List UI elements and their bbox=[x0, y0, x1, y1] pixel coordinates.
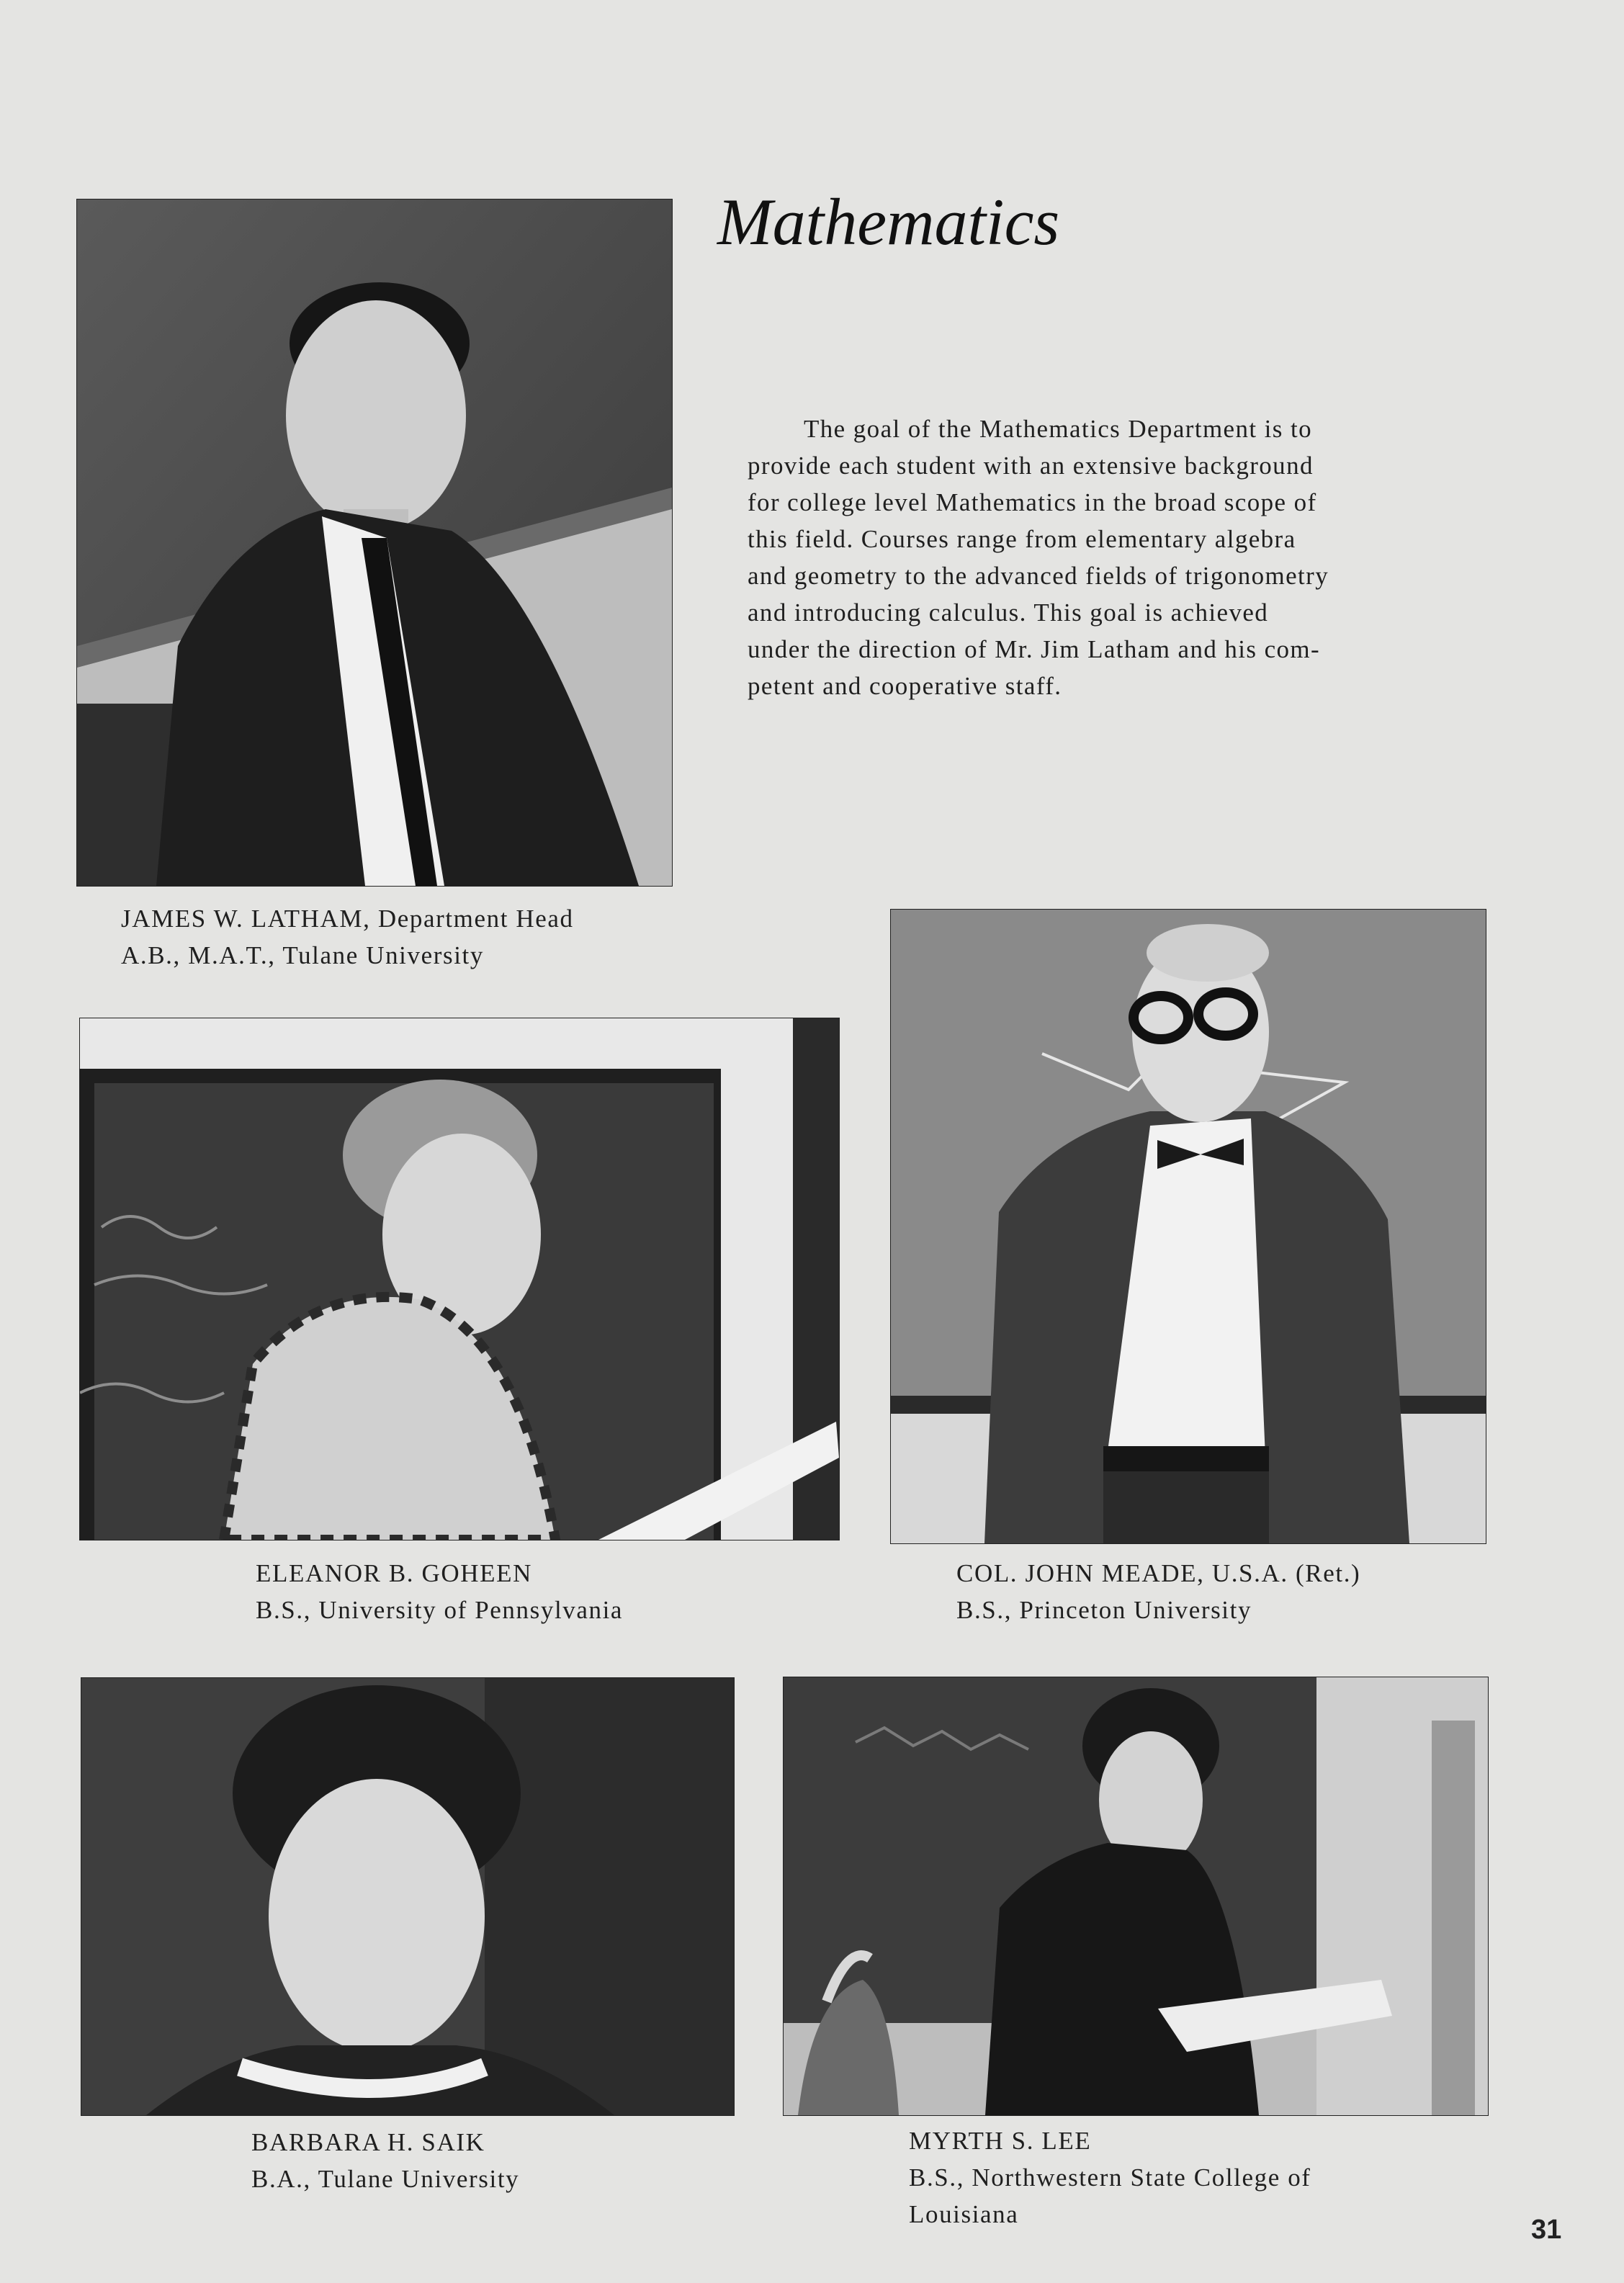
faculty-name: MYRTH S. LEE bbox=[909, 2127, 1092, 2155]
intro-paragraph bbox=[748, 411, 1425, 704]
intro-line: provide each student with an extensive background bbox=[748, 452, 1314, 480]
intro-line: for college level Mathematics in the broad scope of bbox=[748, 488, 1317, 516]
photo-james-latham bbox=[76, 199, 673, 887]
photo-myrth-lee bbox=[783, 1677, 1489, 2116]
intro-line: The goal of the Mathematics Department is to bbox=[804, 415, 1312, 443]
faculty-degree: B.A., Tulane University bbox=[251, 2165, 520, 2193]
intro-line: under the direction of Mr. Jim Latham and his com- bbox=[748, 635, 1321, 663]
intro-line: and introducing calculus. This goal is achieved bbox=[748, 598, 1269, 627]
photo-eleanor-goheen bbox=[79, 1018, 840, 1540]
caption-eleanor-goheen bbox=[256, 1555, 623, 1628]
faculty-degree: B.S., Princeton University bbox=[956, 1596, 1252, 1624]
faculty-name: JAMES W. LATHAM, Department Head bbox=[121, 905, 574, 933]
intro-line: petent and cooperative staff. bbox=[748, 672, 1062, 700]
caption-myrth-lee bbox=[909, 2122, 1311, 2233]
caption-john-meade bbox=[956, 1555, 1360, 1628]
intro-line: and geometry to the advanced fields of trigonometry bbox=[748, 562, 1329, 590]
intro-line: this field. Courses range from elementary algebra bbox=[748, 525, 1296, 553]
faculty-degree-continued: Louisiana bbox=[909, 2200, 1019, 2228]
faculty-name: ELEANOR B. GOHEEN bbox=[256, 1559, 532, 1587]
page-title: Mathematics bbox=[717, 185, 1060, 259]
faculty-degree: B.S., Northwestern State College of bbox=[909, 2163, 1311, 2192]
faculty-degree: B.S., University of Pennsylvania bbox=[256, 1596, 624, 1624]
faculty-degree: A.B., M.A.T., Tulane University bbox=[121, 941, 484, 969]
photo-barbara-saik bbox=[81, 1677, 735, 2116]
page-number: 31 bbox=[1531, 2215, 1562, 2245]
photo-john-meade bbox=[890, 909, 1486, 1544]
caption-barbara-saik bbox=[251, 2124, 519, 2197]
faculty-name: BARBARA H. SAIK bbox=[251, 2128, 485, 2156]
caption-james-latham bbox=[121, 900, 574, 974]
faculty-name: COL. JOHN MEADE, U.S.A. (Ret.) bbox=[956, 1559, 1361, 1587]
